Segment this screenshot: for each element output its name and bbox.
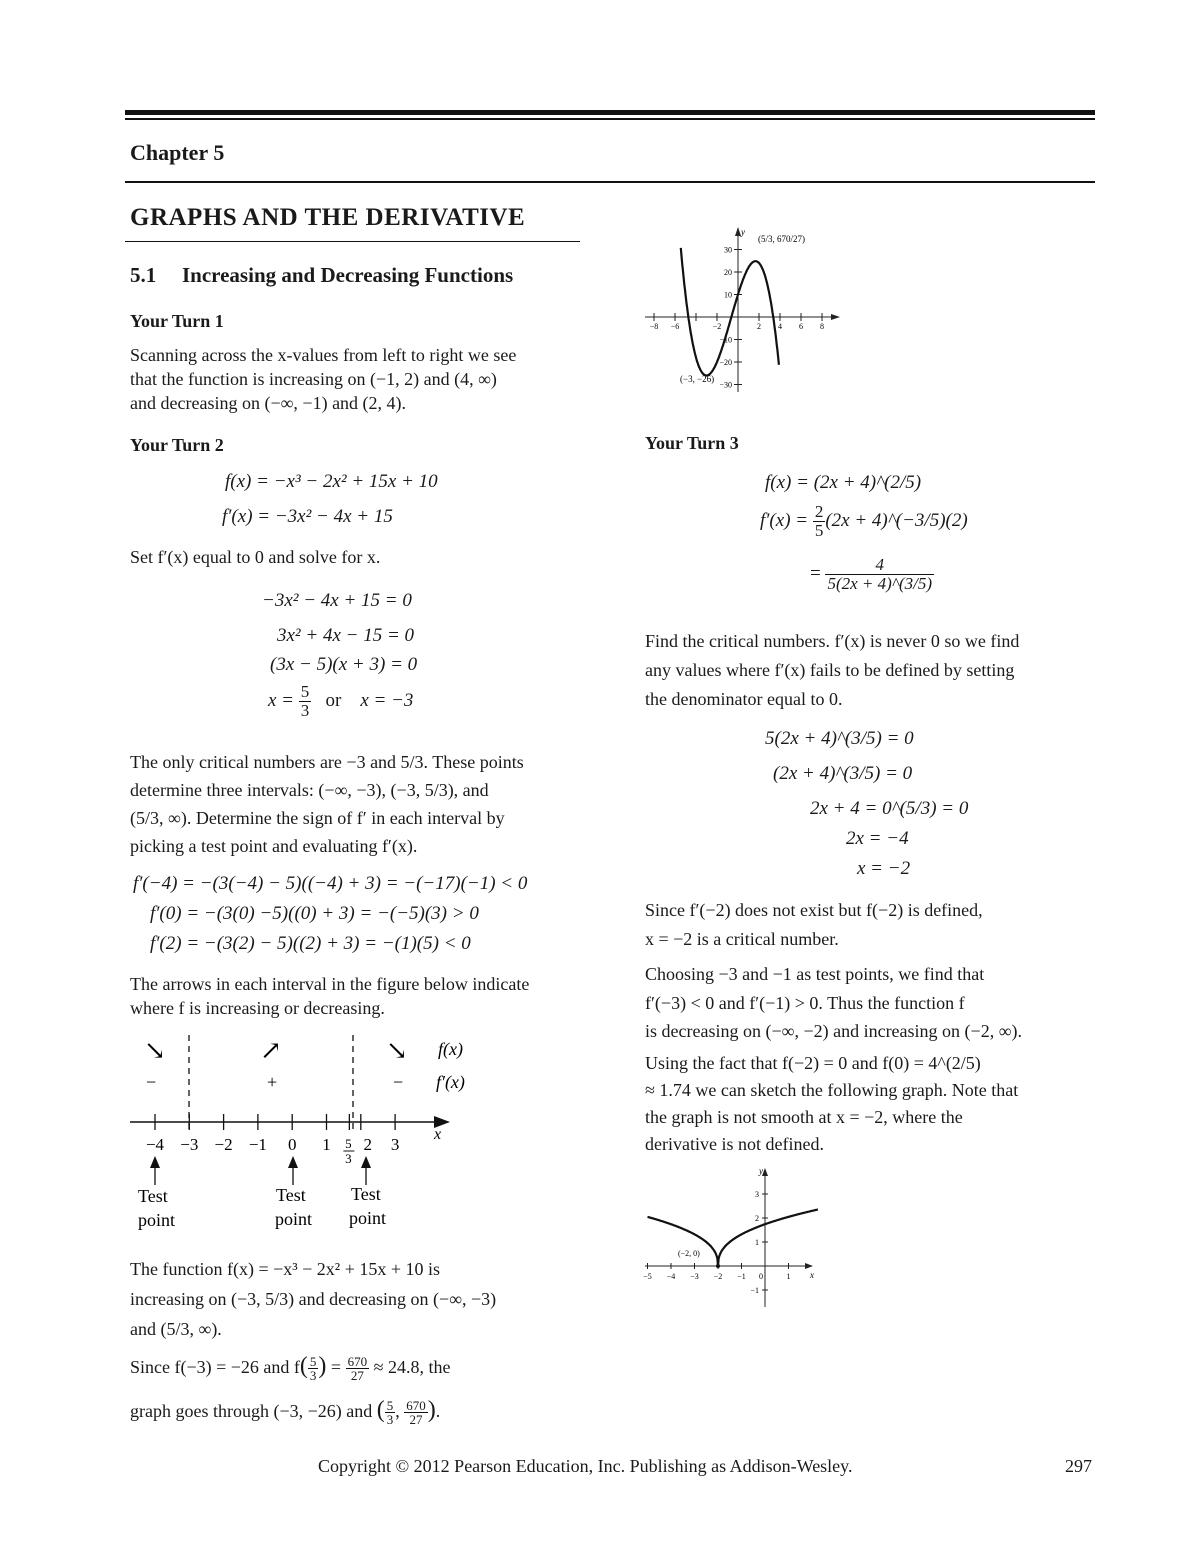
frac-den: 5(2x + 4)^(3/5) xyxy=(827,574,933,593)
test-eq-2: f′(0) = −(3(0) −5)((0) + 3) = −(−5)(3) > 0 xyxy=(150,903,479,924)
solution-fraction xyxy=(299,683,312,720)
turn3-solve-5: x = −2 xyxy=(857,858,911,879)
x-tick-label: 8 xyxy=(820,322,824,331)
test-label: Test xyxy=(276,1185,306,1205)
crit-line: Find the critical numbers. f′(x) is never 0 so we find xyxy=(645,631,1020,651)
arrows-text xyxy=(130,972,529,1020)
sign: − xyxy=(146,1072,157,1092)
since-text: , xyxy=(395,1401,405,1421)
frac-den: 3 xyxy=(386,1412,394,1428)
using-line: ≈ 1.74 we can sketch the following graph. Note that xyxy=(645,1080,1019,1100)
test-arrow-head xyxy=(361,1156,371,1168)
arrows-line: where f is increasing or decreasing. xyxy=(130,998,385,1018)
since-line-2: graph goes through (−3, −26) and ( $\frac{5}{3}$ , $\frac{670}{27}$ ). xyxy=(130,1397,441,1428)
frac-den: 27 xyxy=(350,1368,364,1384)
y-tick-label: 1 xyxy=(755,1238,759,1247)
frac-num: 4 xyxy=(825,556,934,575)
frac-num: 5 xyxy=(386,1398,394,1414)
test-arrow-head xyxy=(150,1156,160,1168)
sign: − xyxy=(393,1072,404,1092)
cubic-graph xyxy=(640,222,850,400)
fx-label: f(x) xyxy=(438,1039,463,1059)
test-arrow-head xyxy=(288,1156,298,1168)
eq2-right: (2x + 4)^(−3/5)(2) xyxy=(825,509,968,531)
frac-den: 3 xyxy=(309,1368,317,1384)
frac-den: 27 xyxy=(409,1412,423,1428)
choose-line: Choosing −3 and −1 as test points, we find that xyxy=(645,964,985,984)
x-tick-label: −8 xyxy=(649,322,659,331)
number-line-tick-label: −3 xyxy=(180,1135,199,1154)
number-line-tick-label: 0 xyxy=(287,1135,297,1154)
section-heading xyxy=(130,263,513,288)
section-number: 5.1 xyxy=(130,263,157,287)
x-tick-label: −4 xyxy=(666,1272,676,1281)
y-tick-label: 2 xyxy=(755,1214,759,1223)
since-text: graph goes through (−3, −26) and xyxy=(130,1401,377,1421)
frac-tick-den: 3 xyxy=(345,1151,352,1166)
title-rule xyxy=(125,241,580,242)
turn3-heading: Your Turn 3 xyxy=(645,433,739,453)
turn2-solve-2: 3x² + 4x − 15 = 0 xyxy=(277,625,415,646)
direction-arrow: ↗ xyxy=(260,1036,282,1065)
y-tick-label: −30 xyxy=(719,380,732,390)
eq2-left: f′(x) = xyxy=(760,509,809,531)
x-tick-label: −5 xyxy=(643,1272,652,1281)
max-point-label: (5/3, 670/27) xyxy=(758,234,805,244)
graph2-ticks xyxy=(643,1190,790,1295)
x-tick-label: 6 xyxy=(799,322,803,331)
axis-var-label: x xyxy=(434,1126,442,1143)
point-label: point xyxy=(349,1208,387,1228)
eq3-fraction xyxy=(825,556,934,593)
since-text: ≈ 24.8, the xyxy=(369,1357,451,1377)
y-axis-label: y xyxy=(741,227,745,237)
crit-line: picking a test point and evaluating f′(x). xyxy=(130,836,418,856)
point-label: point xyxy=(275,1209,313,1229)
turn2-conclusion xyxy=(130,1254,496,1344)
test-eq-1: f′(−4) = −(3(−4) − 5)((−4) + 3) = −(−17)(−1) < 0 xyxy=(133,873,528,894)
frac-num: 670 xyxy=(347,1354,368,1370)
direction-arrow: ↘ xyxy=(386,1036,408,1065)
turn1-line: that the function is increasing on (−1, 2) and (4, ∞) xyxy=(130,369,497,389)
x-tick-label: −2 xyxy=(712,322,722,331)
frac-670-27 xyxy=(404,1399,428,1426)
turn2-set-text: Set f′(x) equal to 0 and solve for x. xyxy=(130,547,381,567)
y-tick-label: −1 xyxy=(750,1286,759,1295)
turn1-heading: Your Turn 1 xyxy=(130,311,224,331)
y-axis-label: y xyxy=(759,1166,763,1176)
solution-left: x = xyxy=(268,689,295,711)
x-tick-label: 1 xyxy=(786,1272,791,1281)
y-tick-label: 20 xyxy=(724,268,732,277)
turn3-solve-1: 5(2x + 4)^(3/5) = 0 xyxy=(765,728,914,749)
x-tick-label: −1 xyxy=(737,1272,746,1281)
solution-right: x = −3 xyxy=(360,689,414,711)
cusp-point-label: (−2, 0) xyxy=(678,1249,700,1258)
conclusion-line: The function f(x) = −x³ − 2x² + 15x + 10 is xyxy=(130,1259,441,1279)
point-label: point xyxy=(138,1210,176,1230)
turn2-solve-3: (3x − 5)(x + 3) = 0 xyxy=(270,654,418,675)
turn1-body xyxy=(130,343,516,415)
y-tick-label: −20 xyxy=(719,358,732,367)
turn2-solution xyxy=(268,683,413,720)
since-text: . xyxy=(435,1401,441,1421)
test-eq-3: f′(2) = −(3(2) − 5)((2) + 3) = −(1)(5) < 0 xyxy=(150,933,471,954)
turn3-eq2 xyxy=(760,503,968,540)
y-tick-label: 3 xyxy=(755,1190,759,1199)
x-tick-label: 0 xyxy=(759,1272,763,1281)
sign-chart xyxy=(120,1030,500,1240)
x-tick-label: −3 xyxy=(690,1272,699,1281)
x-tick-label: −2 xyxy=(713,1272,723,1281)
x-axis-arrow xyxy=(805,1263,813,1269)
turn2-crit-text xyxy=(130,748,524,860)
since-text: Since f(−3) = −26 and f xyxy=(130,1357,300,1377)
turn3-since-text xyxy=(645,896,983,954)
number-line-tick-label: −2 xyxy=(214,1135,233,1154)
frac-5-3 xyxy=(385,1399,396,1426)
frac-num: 670 xyxy=(406,1398,426,1414)
turn2-eq1: f(x) = −x³ − 2x² + 15x + 10 xyxy=(225,471,438,492)
crit-line: The only critical numbers are −3 and 5/3. These points xyxy=(130,752,524,772)
frac-tick-num: 5 xyxy=(345,1136,352,1151)
number-line-tick-label: −1 xyxy=(248,1135,267,1154)
crit-line: determine three intervals: (−∞, −3), (−3, 5/3), and xyxy=(130,780,489,800)
number-line-tick-label: 3 xyxy=(390,1135,400,1154)
turn3-solve-4: 2x = −4 xyxy=(846,828,909,849)
x-tick-label: 2 xyxy=(757,322,761,331)
turn3-solve-2: (2x + 4)^(3/5) = 0 xyxy=(773,763,913,784)
turn3-choose-text xyxy=(645,960,1022,1046)
frac-den: 5 xyxy=(814,521,824,540)
header-rule-thick xyxy=(125,110,1095,115)
section-title: Increasing and Decreasing Functions xyxy=(182,263,514,287)
choose-line: is decreasing on (−∞, −2) and increasing on (−2, ∞). xyxy=(645,1021,1023,1041)
x-axis-arrow xyxy=(831,314,840,320)
frac-num: 5 xyxy=(309,1354,317,1370)
turn3-solve-3: 2x + 4 = 0^(5/3) = 0 xyxy=(810,798,969,819)
header-rule-thin xyxy=(125,118,1095,120)
solution-or: or xyxy=(325,689,342,711)
using-line: Using the fact that f(−2) = 0 and f(0) = 4^(2/5) xyxy=(645,1053,981,1073)
page-title: GRAPHS AND THE DERIVATIVE xyxy=(130,204,526,231)
crit-line: (5/3, ∞). Determine the sign of f′ in each interval by xyxy=(130,808,505,828)
x-tick-label: −6 xyxy=(670,322,680,331)
frac-670-27 xyxy=(346,1355,370,1382)
x-tick-label: 4 xyxy=(778,322,782,331)
turn1-line: Scanning across the x-values from left to right we see xyxy=(130,345,517,365)
frac-den: 3 xyxy=(300,701,310,720)
root-curve xyxy=(648,1210,818,1267)
since-line: x = −2 is a critical number. xyxy=(645,929,839,949)
turn3-using-text xyxy=(645,1050,1018,1158)
x-axis-label: x xyxy=(810,1270,814,1280)
crit-line: any values where f′(x) fails to be defined by setting xyxy=(645,660,1015,680)
number-line-tick-label: −4 xyxy=(145,1135,165,1154)
eq2-fraction xyxy=(813,503,826,540)
turn2-solve-1: −3x² − 4x + 15 = 0 xyxy=(262,590,412,611)
conclusion-line: and (5/3, ∞). xyxy=(130,1319,222,1339)
arrows-line: The arrows in each interval in the figure below indicate xyxy=(130,974,530,994)
sign: + xyxy=(267,1072,278,1092)
root-graph xyxy=(640,1162,830,1312)
turn1-line: and decreasing on (−∞, −1) and (2, 4). xyxy=(130,393,407,413)
using-line: derivative is not defined. xyxy=(645,1134,824,1154)
crit-line: the denominator equal to 0. xyxy=(645,689,843,709)
turn3-crit-text xyxy=(645,627,1019,714)
chapter-rule xyxy=(125,181,1095,183)
since-line: Since f′(−2) does not exist but f(−2) is defined, xyxy=(645,900,983,920)
using-line: the graph is not smooth at x = −2, where the xyxy=(645,1107,963,1127)
test-label: Test xyxy=(351,1184,381,1204)
turn3-eq3: = $\frac{4}{5(2x + 4)\^{}(3/5)}$ xyxy=(810,555,933,593)
frac-5-3 xyxy=(308,1355,319,1382)
frac-num: 5 xyxy=(300,682,310,701)
since-text: = xyxy=(326,1357,346,1377)
min-point-label: (−3, −26) xyxy=(680,374,715,384)
direction-arrow: ↘ xyxy=(144,1036,166,1065)
chapter-heading: Chapter 5 xyxy=(130,140,225,165)
y-tick-label: 10 xyxy=(724,290,732,300)
turn2-heading: Your Turn 2 xyxy=(130,435,224,455)
page-number: 297 xyxy=(1065,1456,1092,1476)
choose-line: f′(−3) < 0 and f′(−1) > 0. Thus the function f xyxy=(645,992,965,1013)
frac-num: 2 xyxy=(814,502,824,521)
number-line-tick-label: 1 xyxy=(322,1135,331,1154)
y-tick-label: −10 xyxy=(719,335,732,345)
number-line-tick-label: 2 xyxy=(363,1135,373,1154)
fpx-label: f′(x) xyxy=(436,1072,465,1092)
copyright: Copyright © 2012 Pearson Education, Inc. Publishing as Addison-Wesley. xyxy=(318,1456,853,1476)
conclusion-line: increasing on (−3, 5/3) and decreasing on (−∞, −3) xyxy=(130,1289,497,1309)
turn2-eq2: f′(x) = −3x² − 4x + 15 xyxy=(222,506,393,527)
y-tick-label: 30 xyxy=(724,245,732,255)
since-line-1: Since f(−3) = −26 and f( $\frac{5}{3}$ ) = $\frac{670}{27}$ ≈ 24.8, the xyxy=(130,1353,451,1384)
turn3-eq1: f(x) = (2x + 4)^(2/5) xyxy=(765,472,922,493)
test-label: Test xyxy=(138,1186,168,1206)
